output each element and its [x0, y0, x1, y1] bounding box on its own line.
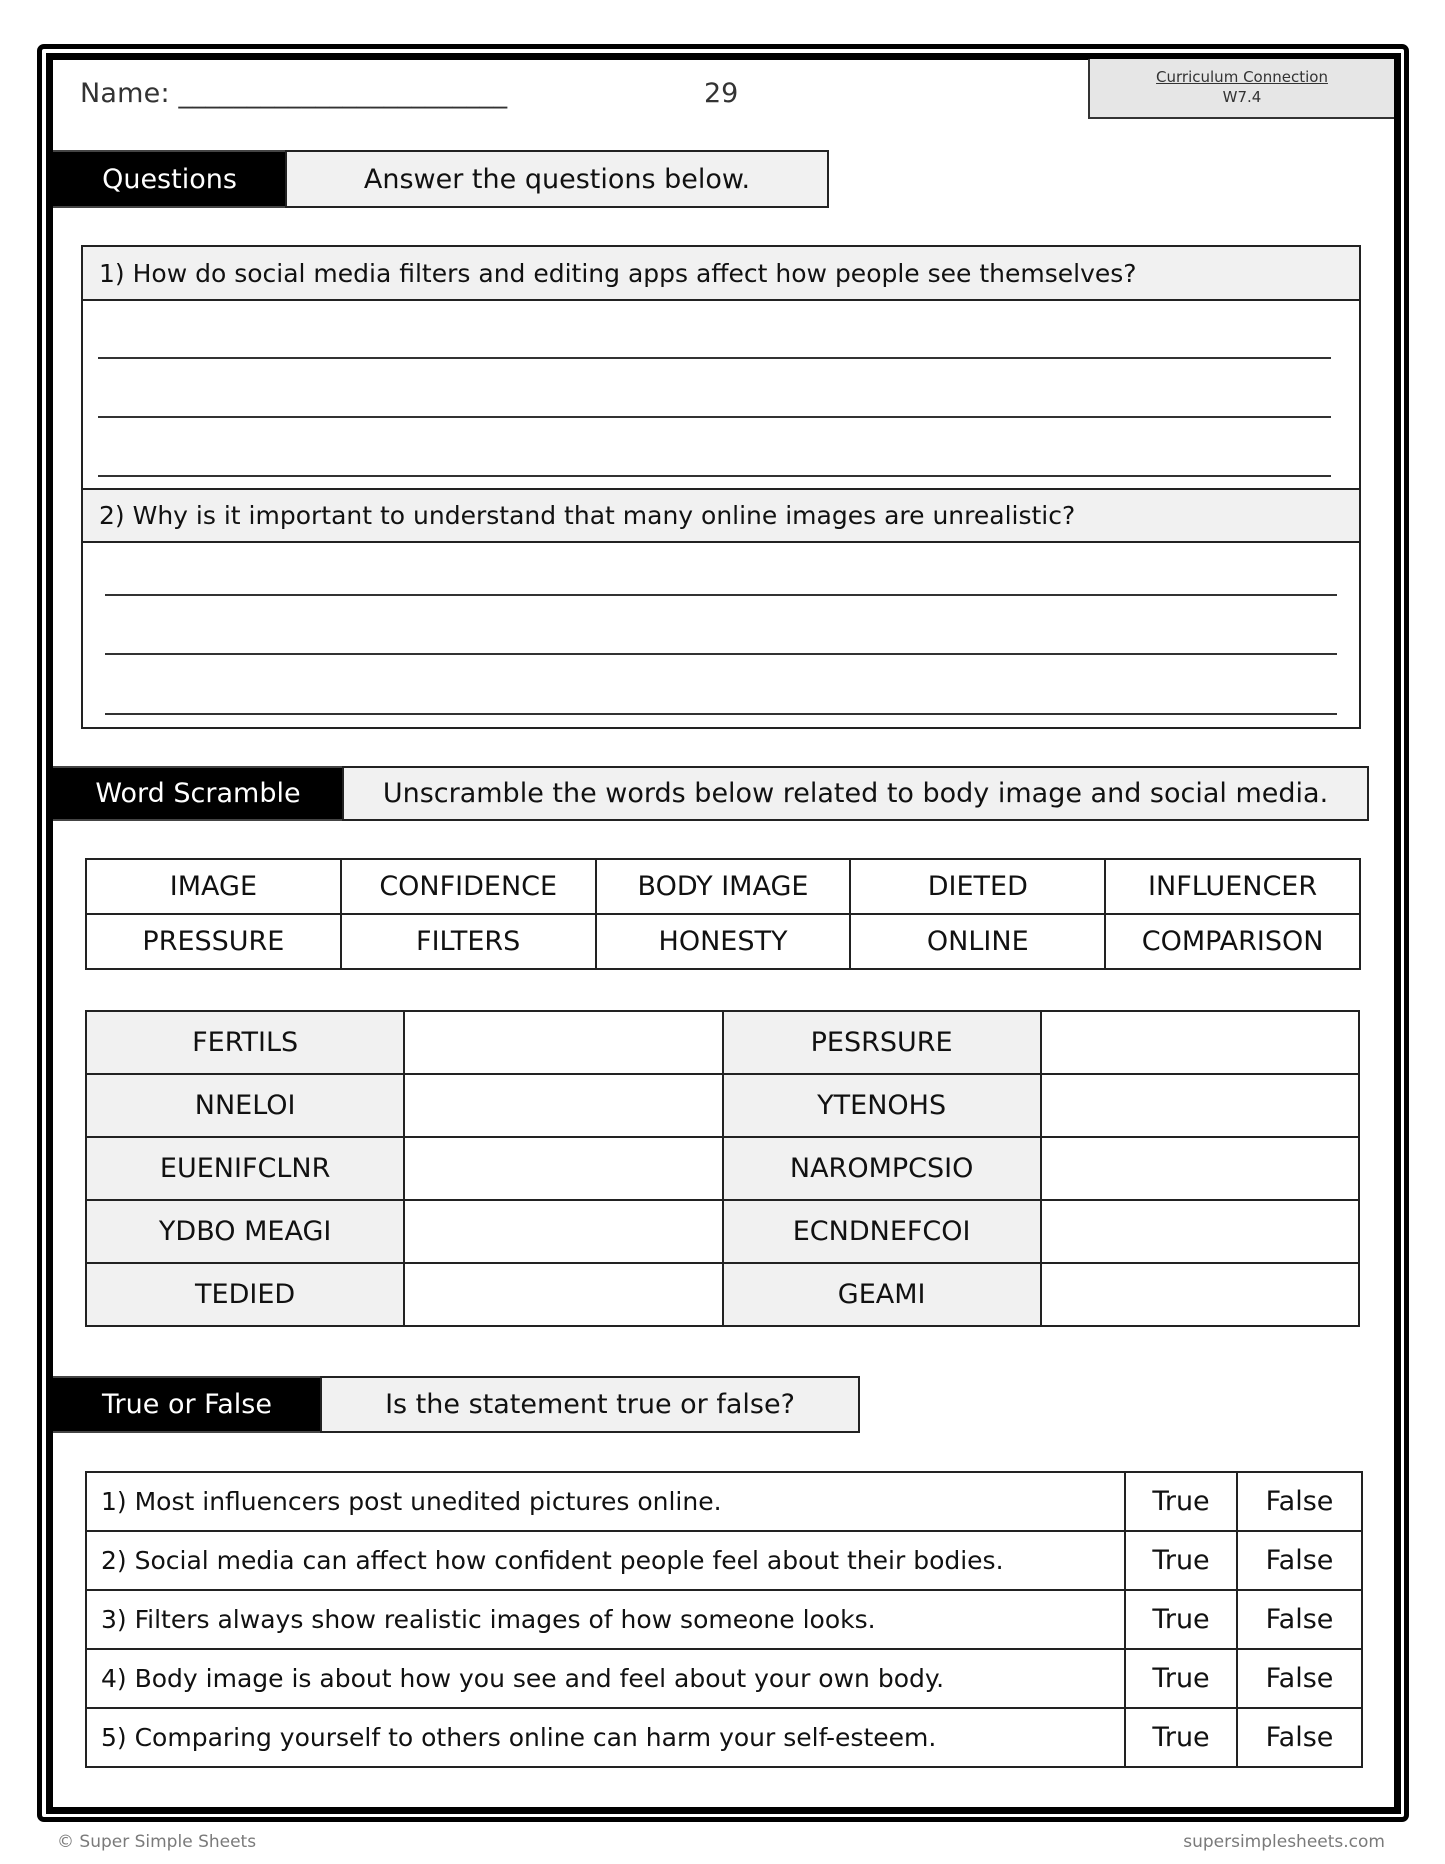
false-option[interactable]: False	[1237, 1649, 1362, 1708]
true-false-row	[86, 1590, 1362, 1649]
answer-line-q1-1[interactable]	[98, 357, 1331, 359]
true-false-row	[86, 1472, 1362, 1531]
question-1: 1) How do social media filters and editing apps affect how people see themselves?	[83, 247, 1359, 301]
scrambled-word: ECNDNEFCOI	[723, 1200, 1041, 1263]
scrambled-word: GEAMI	[723, 1263, 1041, 1326]
answer-line-q1-3[interactable]	[98, 475, 1331, 477]
true-option[interactable]: True	[1125, 1531, 1237, 1590]
scramble-table	[85, 1010, 1360, 1327]
true-false-section-label: True or False	[53, 1376, 321, 1433]
copyright-text: © Super Simple Sheets	[57, 1832, 257, 1852]
statement: 3) Filters always show realistic images of how someone looks.	[86, 1590, 1125, 1649]
word-bank-word: COMPARISON	[1105, 914, 1360, 969]
true-false-row	[86, 1649, 1362, 1708]
answer-cell[interactable]	[1041, 1263, 1359, 1326]
scramble-row	[86, 1137, 1359, 1200]
false-option[interactable]: False	[1237, 1472, 1362, 1531]
scramble-row	[86, 1074, 1359, 1137]
word-bank-word: ONLINE	[850, 914, 1105, 969]
scrambled-word: PESRSURE	[723, 1011, 1041, 1074]
true-option[interactable]: True	[1125, 1708, 1237, 1767]
curriculum-code: W7.4	[1222, 88, 1262, 106]
scrambled-word: YDBO MEAGI	[86, 1200, 404, 1263]
answer-cell[interactable]	[1041, 1200, 1359, 1263]
true-false-instruction: Is the statement true or false?	[320, 1376, 860, 1433]
scrambled-word: YTENOHS	[723, 1074, 1041, 1137]
answer-line-q2-1[interactable]	[105, 594, 1337, 596]
answer-cell[interactable]	[404, 1011, 722, 1074]
curriculum-title: Curriculum Connection	[1156, 68, 1328, 86]
word-bank-row	[86, 859, 1360, 914]
statement: 5) Comparing yourself to others online can harm your self-esteem.	[86, 1708, 1125, 1767]
questions-box	[81, 245, 1361, 729]
true-false-table	[85, 1471, 1363, 1768]
questions-section-label: Questions	[53, 150, 286, 208]
website-link[interactable]: supersimplesheets.com	[1183, 1832, 1385, 1852]
answer-cell[interactable]	[404, 1263, 722, 1326]
true-false-row	[86, 1708, 1362, 1767]
answer-cell[interactable]	[404, 1074, 722, 1137]
scramble-row	[86, 1263, 1359, 1326]
scrambled-word: EUENIFCLNR	[86, 1137, 404, 1200]
question-2: 2) Why is it important to understand that many online images are unrealistic?	[83, 488, 1359, 543]
scrambled-word: TEDIED	[86, 1263, 404, 1326]
word-bank-table	[85, 858, 1361, 970]
word-bank-word: DIETED	[850, 859, 1105, 914]
word-bank-word: FILTERS	[341, 914, 596, 969]
answer-line-q2-2[interactable]	[105, 653, 1337, 655]
word-bank-word: CONFIDENCE	[341, 859, 596, 914]
scramble-row	[86, 1011, 1359, 1074]
answer-cell[interactable]	[1041, 1137, 1359, 1200]
true-option[interactable]: True	[1125, 1472, 1237, 1531]
word-scramble-instruction: Unscramble the words below related to body image and social media.	[342, 766, 1369, 821]
word-bank-word: IMAGE	[86, 859, 341, 914]
true-false-row	[86, 1531, 1362, 1590]
questions-instruction: Answer the questions below.	[285, 150, 829, 208]
false-option[interactable]: False	[1237, 1590, 1362, 1649]
answer-cell[interactable]	[1041, 1011, 1359, 1074]
word-bank-word: HONESTY	[596, 914, 851, 969]
scrambled-word: FERTILS	[86, 1011, 404, 1074]
word-bank-word: BODY IMAGE	[596, 859, 851, 914]
curriculum-connection-box	[1088, 59, 1394, 119]
answer-cell[interactable]	[404, 1200, 722, 1263]
true-option[interactable]: True	[1125, 1649, 1237, 1708]
statement: 2) Social media can affect how confident people feel about their bodies.	[86, 1531, 1125, 1590]
answer-cell[interactable]	[1041, 1074, 1359, 1137]
name-field[interactable]: Name: ________________________	[80, 78, 508, 109]
true-option[interactable]: True	[1125, 1590, 1237, 1649]
scramble-row	[86, 1200, 1359, 1263]
statement: 4) Body image is about how you see and feel about your own body.	[86, 1649, 1125, 1708]
word-bank-word: PRESSURE	[86, 914, 341, 969]
word-bank-word: INFLUENCER	[1105, 859, 1360, 914]
word-scramble-section-label: Word Scramble	[53, 766, 343, 821]
page-number: 29	[704, 78, 739, 109]
answer-line-q1-2[interactable]	[98, 416, 1331, 418]
answer-cell[interactable]	[404, 1137, 722, 1200]
statement: 1) Most influencers post unedited pictures online.	[86, 1472, 1125, 1531]
scrambled-word: NNELOI	[86, 1074, 404, 1137]
word-bank-row	[86, 914, 1360, 969]
false-option[interactable]: False	[1237, 1531, 1362, 1590]
scrambled-word: NAROMPCSIO	[723, 1137, 1041, 1200]
answer-line-q2-3[interactable]	[105, 713, 1337, 715]
false-option[interactable]: False	[1237, 1708, 1362, 1767]
